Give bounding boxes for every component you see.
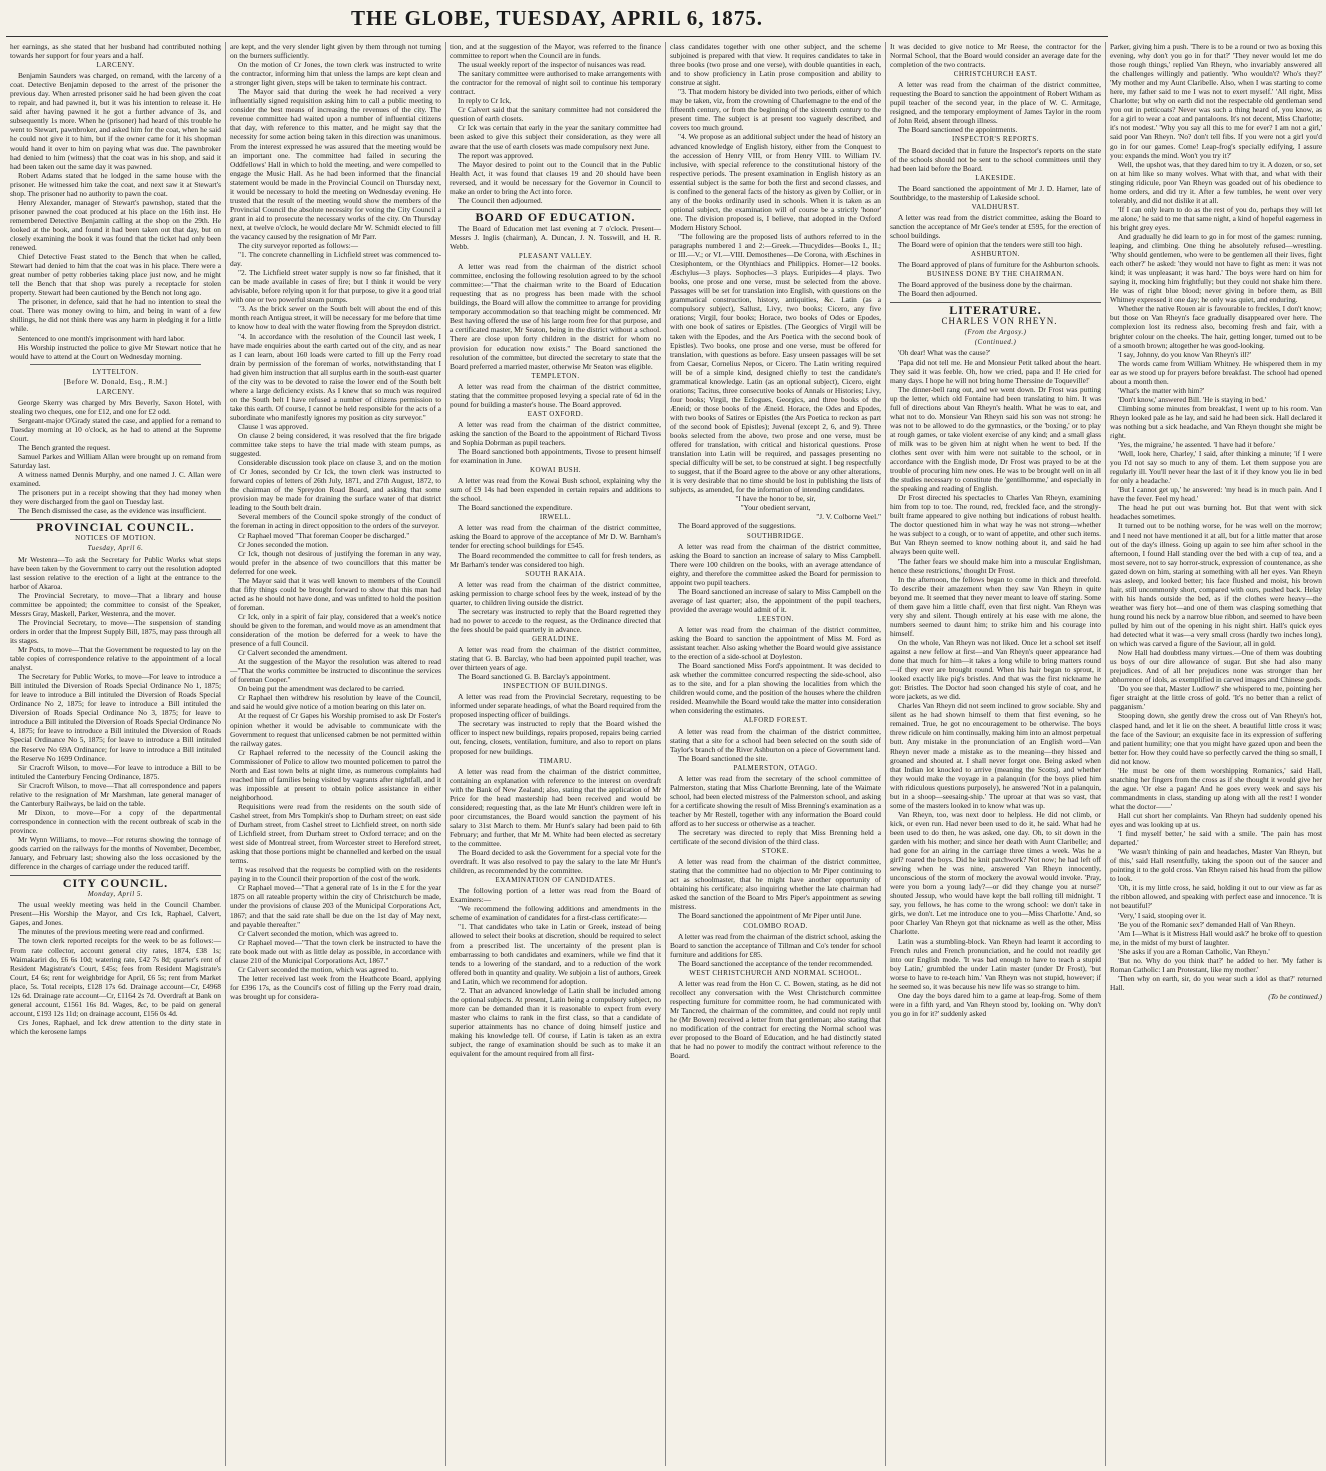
paragraph: The Board sanctioned the appointment of Mr J. D. Harner, late of Southbridge, to the mastership of Lakeside school.	[890, 183, 1101, 202]
paragraph: The words came from William Whitney. He whispered them in my ear as we stood up for prayers before breakfast. The school had opened about a month then.	[1110, 358, 1322, 386]
paragraph: class candidates together with one other subject, and the scheme subjoined is prepared with that view. It requires candidates to take in three books (two prose and one verse), with double quantities in each, and to show proficiency in Latin prose composition and ability to construe at sight.	[670, 42, 881, 88]
paragraph: Latin was a stumbling-block. Van Rheyn had learnt it according to French rules and French pronunciation, and he could not readily get into our English mode. 'It was bad enough to have to teach a stupid boy Latin,' grumbled the under Latin master (under Dr Frost), 'but worse to have to re-teach him.' Van Rheyn was not stupid, however; if he seemed so, it was because his new life was so strange to him.	[890, 936, 1101, 991]
paragraph: 'Yes, the migraine,' he assented. 'I have had it before.'	[1118, 440, 1276, 450]
paragraph: 'Papa did not tell me. He and Monsieur Petit talked about the heart. They said it was feeble. Oh, how we cried, papa and I! He cried for many days. I hope he will not bring home Therssine de Toqueville!'	[890, 357, 1101, 385]
paragraph: The Board approved of the business done by the chairman.	[898, 280, 1073, 290]
paragraph: The Board then adjourned.	[898, 289, 978, 299]
paragraph: Considerable discussion took place on clause 3, and on the motion of Cr Jones, seconded by Cr Ick, the town clerk was instructed to forward copies of letters of 26th July, 1871, and 27th August, 1872, to the chairman of the Spreydon Road Board, and asking that some provision may be made for draining the surface water of that district leading to the South belt drain.	[230, 458, 441, 513]
paragraph: The Board sanctioned the appointment of Mr Piper until June.	[678, 911, 862, 921]
paragraph: A letter was read from the chairman of the district committee, asking the Board to sanction an increase of salary to Miss Campbell. There were 100 children on the books, with an average attendance of eighty, and therefore the committee asked the Board for permission to appoint two pupil teachers.	[670, 541, 881, 587]
paragraph: The Board sanctioned G. B. Barclay's appointment.	[458, 672, 611, 682]
paragraph: "2. The Lichfield street water supply is now so far finished, that it can be made available in cases of fire; but I think it would be very advisable, before relying upon it for that purpose, to give it a good trial with one or two powerful steam pumps.	[230, 268, 441, 305]
paragraph: The Board sanctioned the acceptance of the tender recommended.	[678, 958, 873, 968]
paragraph: The Provincial Secretary, to move—That a library and house committee be appointed; the committee to consist of the Speaker, Messrs Gray, Maskell, Parker, Westenra, and the mover.	[10, 590, 221, 618]
paragraph: Mr Potts, to move—That the Government be requested to lay on the table copies of correspondence relative to the appointment of a local analyst.	[10, 645, 221, 673]
paragraph: The Board sanctioned the expenditure.	[458, 503, 573, 513]
paragraph: 'She asks if you are a Roman Catholic, Van Rheyn.'	[1118, 946, 1270, 956]
paragraph: The Provincial Secretary, to move—The suspension of standing orders in order that the Imprest Supply Bill, 1875, may pass through all its stages.	[10, 617, 222, 645]
paragraph: Mr Dixon, to move—For a copy of the departmental correspondence in connection with the recent outbreak of scab in the province.	[10, 807, 221, 835]
masthead-rule	[6, 36, 1108, 37]
paragraph: Cr Raphael moved "That foreman Cooper be discharged."	[238, 530, 410, 540]
paragraph: A letter was read from the chairman of the district committee, stating that the committee proposed levying a special rate of 6d in the pound for building a master's house. The Board approved.	[450, 381, 661, 409]
paragraph: A letter was read from the chairman of the district committee, requesting the Board to sanction the appointment of Robert Witham as pupil teacher of the second year, in the place of W. C. Armitage, resigned, and the temporary employment of James Taylor in the room of John Reid, absent through illness.	[890, 80, 1101, 126]
subheading: LARCENY.	[96, 387, 135, 396]
story-title: CHARLES VON RHEYN.	[941, 316, 1058, 327]
paragraph: The following portion of a letter was read from the Board of Examiners:—	[450, 886, 661, 905]
paragraph: The Board were of opinion that the tenders were still too high.	[898, 239, 1083, 249]
paragraph: 'But I cannot get up,' he answered: 'my head is in much pain. And I have the fever. Feel my head.'	[1110, 485, 1322, 504]
paragraph: The Board approved of plans of furniture for the Ashburton schools.	[898, 260, 1100, 270]
paragraph: Hall cut short her complaints. Van Rheyn had suddenly opened his eyes and was looking up at us.	[1110, 810, 1322, 830]
paragraph: A letter was read from the district committee, asking the Board to sanction the acceptance of Mr Gee's tender at £595, for the erection of school buildings.	[890, 212, 1101, 240]
paragraph: It was resolved that the requests be complied with on the residents paying in to the Council their proportion of the cost of the work.	[230, 865, 441, 884]
paragraph: 'We wasn't thinking of pain and headaches, Master Van Rheyn, but of this,' said Hall resentfully, taking the spoon out of the saucer and pointing it to the gold cross. Van Rheyn raised his head from the pillow to look.	[1110, 847, 1322, 884]
subheading: INSPECTOR'S REPORTS.	[952, 135, 1039, 144]
subheading: SOUTHBRIDGE.	[746, 531, 805, 540]
paragraph: It turned out to be nothing worse, for he was well on the morrow; and I need not have mentioned it at all, but for a little matter that arose out of the day's illness. Going up again to see him after school in the afternoon, I found Hall standing over the bed with a cup of tea, and a most severe, not to say horror-struck, expression of countenance, as she gazed down on him, staring at something with all her eyes. Van Rheyn was asleep, and looked better; his face flushed and moist, his brown hair, still uncommonly short, compared with ours, pushed back. Helay with his hands outside the bed, as if the clothes were heavy—the weather was fiery hot—and one of them was clasping something that hung round his neck by a narrow blue ribbon, and seemed to have been pulled by him out of the opening in his night shirt. Hall's quick eyes had detected what it was—a very small cross (hardly two inches long), on which was carved a figure of the Saviour, all in gold.	[1110, 521, 1322, 649]
subheading: STOKE.	[761, 847, 790, 856]
column-6	[1106, 42, 1326, 1466]
paragraph: In reply to Cr Ick,	[458, 96, 512, 106]
paragraph: "2. That an advanced knowledge of Latin shall be included among the optional subjects. At present, Latin being a compulsory subject, no more can be demanded than it is reasonable to expect from every master who claims to rank in the first class, so that a candidate of superior attainments has no chance of doing himself justice and making his knowledge tell. Of course, if Latin is taken as an extra subject, the range of examination should be such as to make it an equivalent for the amount required from all first-	[450, 985, 661, 1059]
paragraph: A letter was read from the chairman of the district committee, asking the Board to sanction the appointment of Miss M. Ford as assistant teacher. Also asking whether the Board would give assistance to the erection of a side-school at Doyleston.	[670, 625, 881, 662]
column-5	[886, 42, 1106, 1466]
paragraph: A letter was read from the secretary of the school committee of Palmerston, stating that Miss Charlotte Brenning, late of the Waimate school, had been elected mistress of the Palmerston school, and asking for a certificate showing the result of Miss Brenning's examination as a teacher by Mr Restell, together with any information the Board could afford as to her success or otherwise as a teacher.	[670, 773, 881, 828]
paragraph: George Skerry was charged by Mrs Beverly, Saxon Hotel, with stealing two cheques, one for £12, and one for £2 odd.	[10, 397, 221, 416]
paragraph: Sergeant-major O'Grady stated the case, and applied for a remand to Tuesday morning at 10 o'clock, as he had to attend at the Supreme Court.	[10, 415, 221, 443]
subheading: BUSINESS DONE BY THE CHAIRMAN.	[926, 270, 1065, 279]
subheading: [Before W. Donald, Esq., R.M.]	[63, 377, 168, 386]
paragraph: The head he put out was burning hot. But that went with sick headaches sometimes.	[1110, 503, 1322, 522]
paragraph: The prisoner, in defence, said that he had no intention to steal the coat. There was money owing to him, and being in want of a few shillings, he did not think there was any harm in pledging it for a little while.	[10, 297, 221, 334]
paragraph: Cr Calvert seconded the motion, which was agreed to.	[238, 964, 399, 974]
letter-closing: "Your obedient servant,	[740, 503, 811, 513]
paragraph: And gradually he did learn to go in for most of the games: running, leaping, and climbing. One thing he absolutely refused—wrestling. 'Why should gentlemen, who were to be gentlemen all their lives, fight each other?' he asked: 'they would not have to fight as men: it was not kind; it was unpleasant; it was hard.' The boys were hard on him for saying it, mocking him frightfully; but they could not shake him there. He was of right blue blood; never giving in before them, as Bill Whitney expressed it one day; he only was quiet, and enduring.	[1110, 231, 1322, 305]
paragraph: are kept, and the very slender light given by them through not turning on the burners sufficiently.	[230, 42, 441, 61]
column-2	[226, 42, 446, 1466]
subheading: ALFORD FOREST.	[743, 716, 808, 725]
column-4	[666, 42, 886, 1466]
paragraph: On the motion of Cr Jones, the town clerk was instructed to write the contractor, informing him that unless the lamps are kept clean and a stronger light given, steps will be taken to terminate his contract.	[230, 60, 441, 88]
subheading: LEESTON.	[757, 614, 794, 623]
paragraph: Chief Detective Feast stated to the Bench that when he called, Stewart had denied to him that the coat was in his place. There were a great number of petty robberies taking place just now, and he might tell the Bench that that shop was purely a receptacle for stolen property. Stewart had been cautioned by the Bench not long ago.	[10, 252, 221, 298]
paragraph: Whether the native Rouen air is favourable to freckles, I don't know; but those on Van Rheyn's face gradually disappeared over here. The complexion lost its redness also, becoming fresh and fair, with a brighter colour on the cheeks. The hair, getting longer, turned out to be of a smooth brown; altogether he was good-looking.	[1110, 304, 1322, 350]
paragraph: Requisitions were read from the residents on the south side of Cashel street, from Mrs Tompkin's shop to Durham street; on east side of Durham street, from Cashel street to Lichfield street, on north side of Lichfield street, from Durham street to Oxford terrace; and on the west side of Montreal street, from Worcester street to Hereford street, asking that those portions might be channelled and kerbed on the usual terms.	[230, 801, 441, 866]
letter-closing: "I have the honor to be, sir,	[735, 494, 816, 504]
paragraph: The Board decided to ask the Government for a special vote for the overdraft. It was also resolved to pay the salary to the late Mr Hunt's children, as recommended by the committee.	[450, 848, 661, 876]
paragraph: Cr Raphael moved—"That the town clerk be instructed to have the rate book made out with as little delay as possible, in accordance with clause 210 of the Municipal Corporations Act, 1867."	[230, 937, 441, 965]
paragraph: The Board sanctioned the site.	[678, 753, 768, 763]
paragraph: 'I find myself better,' he said with a smile. 'The pain has most departed.'	[1110, 829, 1322, 848]
subheading: WEST CHRISTCHURCH AND NORMAL SCHOOL.	[689, 968, 862, 977]
paragraph: 'The father fears we should make him into a muscular Englishman, hence these restrictions,' thought Dr Frost.	[890, 556, 1101, 575]
paragraph: The secretary was instructed to reply that the Board regretted they had no power to accede to the request, as the Ordinance directed that the fees should be paid quarterly in advance.	[450, 606, 661, 634]
paragraph: 'Do you see that, Master Ludlow?' she whispered to me, pointing her figer straight at the little cross of gold. 'It's no better than a relict of pagganism.'	[1110, 684, 1322, 712]
subheading: PALMERSTON, OTAGO.	[733, 763, 818, 772]
paragraph: A letter was read from the chairman of the district school committee, enclosing the following resolution agreed to by the school committee:—"That the chairman write to the Board of Education requesting that as no progress has been made with the school buildings, the Board will allow the committee to arrange for providing temporary accommodation so that teaching might be commenced. Mr Best having offered the use of his large room free for that purpose, and a certificated master, Mr Seaton, being in the district without a school. There are close upon forty children in the district for whom no provision for education now exists." The Board sanctioned the resolution of the committee, but directed the secretary to state that the Board preferred a married master, otherwise Mr Seaton was eligible.	[450, 262, 661, 371]
paragraph: "4. In accordance with the resolution of the Council last week, I have made enquiries about the earth carted out of the city, and as near as I can learn, about 160 loads were carted to fill up the Ferry road drain by permission of the foreman of works, notwithstanding that I had given him instruction that all surplus earth in the south-east quarter of the city was to be devoted to raise the lower end of the South belt where a large deficiency exists. As I knew that so much was required on the South belt I have refused a number of citizens permission to take this earth. Of course, I cannot be held responsible for the acts of a subordinate who manifestly ignores my position as city surveyor."	[230, 331, 441, 422]
paragraph: Cr Ick, only in a spirit of fair play, considered that a week's notice should be given to the foreman, and would move as an amendment that consideration of the motion be deferred for a week to have the presence of a full Council.	[230, 611, 441, 649]
subheading: PLEASANT VALLEY.	[518, 252, 593, 261]
subheading: IRWELL.	[539, 513, 572, 522]
paragraph: The Board sanctioned Miss Ford's appointment. It was decided to ask whether the committee concurred respecting the side-school, also as to the site, and for a plan showing the localities from which the children would come, and the position of the houses where the children resided. Meanwhile the Board would take the matter into consideration when considering the estimates.	[670, 661, 881, 716]
paragraph: A letter was read from the chairman of the district committee, stating that a site for a school had been selected on the south side of Taylor's branch of the River Ashburton on a piece of Government land.	[670, 726, 881, 754]
date-line: Monday, April 5.	[87, 890, 144, 899]
paragraph: 'I say, Johnny, do you know Van Rheyn's ill?'	[1118, 349, 1252, 359]
paragraph: Now Hall had doubtless many virtues.—One of them was doubting us boys of our dire allowance of sugar. But she had also many prejudices. And of all her prejudices none was stronger than her abhorrence of idols, as exemplified in carved images and Chinese gods.	[1110, 648, 1322, 685]
paragraph: 'Don't know,' answered Bill. 'He is staying in bed.'	[1118, 394, 1267, 404]
paragraph: The Bench dismissed the case, as the evidence was insufficient.	[18, 506, 207, 516]
paragraph: Benjamin Saunders was charged, on remand, with the larceny of a coat. Detective Benjamin deposed to the arrest of the prisoner the previous day. When arrested prisoner said he had been given the coat to repair, and had pawned it, but it was his intention to release it. He said after having pawned it he got a further advance of 3s, and subsequently 1s more. When he (prisoner) had heard of this trouble he went to Stewart, pawnbroker, and asked him for the coat, when he said he could not give it to him, but if the owner came for it his shopman would hand it over to him on paying what was due. The pawnbroker had denied to him (witness) that the coat was in his shop, and said it had been taken out the same day it was pawned.	[10, 71, 221, 171]
paragraph: The secretary was instructed to reply that the Board wished the officer to inspect new buildings, repairs proposed, repairs being carried out, fencing, closets, ventilation, furniture, and also to report on plans proposed for new buildings.	[450, 719, 661, 756]
paragraph: "1. The concrete channelling in Lichfield street was commenced to-day.	[230, 250, 441, 269]
subheading: TEMPLETON.	[531, 371, 580, 380]
subheading: TIMARU.	[539, 756, 572, 765]
date-line: Tuesday, April 6.	[87, 544, 144, 553]
paragraph: "We recommend the following additions and amendments in the scheme of examination of candidates for a first-class certificate:—	[450, 904, 661, 923]
paragraph: A letter was read from the chairman of the district committee, asking the Board to approve of the acceptance of Mr D. W. Barnham's tender for erecting school buildings for £545.	[450, 523, 661, 551]
paragraph: At the suggestion of the Mayor the resolution was altered to read—"That the works committee be instructed to discontinue the services of foreman Cooper."	[230, 657, 441, 685]
paragraph: Sentenced to one month's imprisonment with hard labor.	[18, 333, 185, 343]
paragraph: Stooping down, she gently drew the cross out of Van Rheyn's hot, clasped hand, and let it lie on the sheet. A beautiful little cross it was; the face of the Saviour; an exquisite face in its expression of suffering and patient humility; one that you might have gazed upon and been the better for. How they could have so perfectly carved the thing so small, I did not know.	[1110, 711, 1323, 766]
paragraph: A letter was read from the Hon C. C. Bowen, stating, as he did not recollect any conversation with the West Christchurch committee respecting furniture for committee room, he had communicated with Mr Tancred, the chairman of the committee, and could not reply until he (Mr Bowen) received a letter from that gentleman; also stating that no modification of the contract for erecting the Normal school was ever proposed to the Board of Education, and he had distinctly stated that he had no power to modify the contract without reference to the Board.	[670, 978, 881, 1061]
paragraph: The Mayor desired to point out to the Council that in the Public Health Act, it was found that clauses 19 and 20 should have been reversed, and it would be necessary for the Governor in Council to make an order to bring the Act into force.	[450, 159, 661, 196]
section-heading: BOARD OF EDUCATION.	[450, 209, 661, 222]
paragraph: The letter received last week from the Heathcote Board, applying for £396 17s, as the Council's cost of filling up the Ferry road drain, was brought up for considera-	[230, 973, 441, 1001]
paragraph: Cr Ick, though not desirous of justifying the foreman in any way, would prefer in the absence of two councillors that this matter be deferred for one week.	[230, 548, 441, 576]
paragraph: 'Very,' I said, stooping over it.	[1118, 910, 1206, 920]
paragraph: A letter was read from the chairman of the district committee, asking the sanction of the Board to the appointment of Richard Tivoss and Sophia Dobrman as pupil teachers.	[450, 419, 661, 447]
paragraph: A letter was read from the Provincial Secretary, requesting to be informed under separate headings, of what the Board required from the proposed inspecting officer of buildings.	[450, 692, 661, 720]
paragraph: At the request of Cr Gapes his Worship promised to ask Dr Foster's opinion whether it would be advisable to communicate with the Government to request that unlicensed cabmen be not permitted within the railway gates.	[230, 711, 441, 748]
paragraph: Charles Van Rheyn did not seem inclined to grow sociable. Shy and silent as he had shown himself to them that first evening, so he remained. True, he got no encouragement to be otherwise. The boys threw ridicule on him continually, making him into an almost perpetual butt. Any mistake in the pronunciation of an English word—Van Rheyn never made a mistake as to the meaning—they hissed and groaned and shouted at. I shall never forget one. Being asked when that Indian lot knocked to arrive (meaning the Scotts), and whether they would make the voyage in a palanquin (for the boys plied him with ridiculous questions purposely), he answered 'Not in a palanquin, but in a shoop—seesaing-ship.' The uproar at that was so vast, that some of the masters looked in to know what was up.	[890, 701, 1101, 810]
column-1	[6, 42, 226, 1466]
subheading: SOUTH RAKAIA.	[525, 569, 586, 578]
paragraph: Parker, giving him a push. 'There is to be a round or two as boxing this evening, why don't you go in for that?' 'They never would let me do those rough things,' replied Van Rheyn, who invariably answered all the challenges willingly and patiently. 'Who wouldn't? Who's they?' 'My mother and my Aunt Claribelle. Also, when I was starting to come here, my father said to me I was not to exert myself.' 'All right, Miss Charlotte; but why on earth did not the respectable old gentleman send you out in petticoats? Never was such a thing heard of, you know, as for a girl to wear a coat and pantaloons. It's not decent, Miss Charlotte; it's not modest.' 'Why you say all this to me for ever? I am not a girl,' said poor Van Rheyn. 'No? don't tell fibs. If you were not a girl you'd go in for our games. Come! Leap-frog's specially edifying, I assure you: expands the mind. Won't you try it?'	[1110, 42, 1322, 160]
subheading: KOWAI BUSH.	[530, 466, 581, 475]
paragraph: A letter was read from the chairman of the district school, asking the Board to sanction the acceptance of Tillman and Co's tender for school furniture and additions for £85.	[670, 931, 881, 959]
paragraph: Henry Alexander, manager of Stewart's pawnshop, stated that the prisoner pawned the coat produced at his place on the 16th inst. He remembered Detective Benjamin calling at the shop on the 29th. He looked at the book, and found it had been taken out that day, but on closely examining the book it was found that the ticket had only been renewed.	[10, 197, 221, 253]
paragraph: 'Oh, it is my little cross, he said, holding it out to our view as far as the ribbon allowed, and speaking with perfect ease and innocence. 'It is not beautiful?'	[1110, 883, 1322, 911]
paragraph: "3. That modern history be divided into two periods, either of which may be taken, viz, from the crowning of Charlemagne to the end of the fifteenth century, or from the beginning of the sixteenth century to the present time. The subject is at present too vaguely described, and covers too much ground.	[670, 87, 881, 133]
paragraph: The Mayor said that it was well known to members of the Council that fifty things could be brought forward to show that this man had acted as he should not have done, and was unfitted to hold the position of foreman.	[230, 575, 441, 612]
paragraph: The Board recommended the committee to call for fresh tenders, as Mr Barham's tender was considered too high.	[450, 550, 661, 569]
paragraph: Cr Jones seconded the motion.	[238, 539, 329, 549]
paragraph: Crs Jones, Raphael, and Ick drew attention to the dirty state in which the kerosene lamps	[10, 1017, 221, 1036]
paragraph: Cr Ick was certain that early in the year the sanitary committee had been asked to give this subject their consideration, as they were all aware that the use of earth closets was made compulsory next June.	[450, 123, 661, 151]
paragraph: Mr Westenra—To ask the Secretary for Public Works what steps have been taken by the Government to carry out the resolution adopted last session relative to the erection of a light at the entrance to the harbor of Akaroa.	[10, 554, 221, 591]
paragraph: Cr Calvert seconded the motion, which was agreed to.	[238, 928, 399, 938]
subheading: EAST OXFORD.	[527, 409, 584, 418]
subheading: LYTTELTON.	[92, 367, 139, 376]
paragraph: 'But no. Why do you think that?' he added to her. 'My father is Roman Catholic: I am Protestant, like my mother.'	[1110, 955, 1322, 974]
letter-signature: "J. V. Colborne Veel."	[816, 512, 881, 522]
paragraph: Van Rheyn, too, was next door to helpless. He did not climb, or kick, or even run. Had never been used to do it, he said. What had he been used to do then, he was asked, one day. Oh, to sit down in the garden with his mother; and since her death with Aunt Claribelle; and had gone for an airing in the carriage three times a week. Was he a girl? roared the boys. Did he knit patchwork? Not now; he had left off sewing when he was nine, answered Van Rheyn innocently, unconscious of the storm of mockery the avowal would invoke. 'Pray, were you born a young lady?—or did they change you at nurse?' shouted Jessup, who would have kept the ball rolling till midnight. 'I say, you fellows, he has come to the wrong school: we don't take in girls, we don't. Let me introduce one to you—Miss Charlotte.' And, so poor Charley Van Rheyn got that nickname as well as the other, Miss Charlotte.	[890, 809, 1101, 937]
paragraph: 'What's the matter with him?'	[1118, 385, 1205, 395]
story-continued: (Continued.)	[974, 338, 1017, 347]
subheading: ASHBURTON.	[971, 250, 1020, 259]
paragraph: The Council then adjourned.	[458, 195, 543, 205]
paragraph: A letter was read from the chairman of the district committee, stating that G. B. Barclay, who had been appointed pupil teacher, was over thirteen years of age.	[450, 645, 661, 673]
paragraph: It was decided to give notice to Mr Reese, the contractor for the Normal School, that the Board would consider an average date for the completion of the two contracts.	[890, 42, 1101, 70]
paragraph: Cr Raphael then withdrew his resolution by leave of the Council, and said he would give notice of a motion bearing on this later on.	[230, 693, 441, 712]
subheading: VALDHURST.	[971, 202, 1020, 211]
section-heading: LITERATURE.	[890, 302, 1101, 315]
column-3	[446, 42, 666, 1466]
paragraph: The secretary was directed to reply that Miss Brenning held a certificate of the second division of the third class.	[670, 828, 881, 847]
paragraph: On being put the amendment was declared to be carried.	[238, 684, 405, 694]
paragraph: The Board of Education met last evening at 7 o'clock. Present—Messrs J. Inglis (chairman), A. Duncan, J. N. Tosswill, and H. R. Webb.	[450, 223, 661, 251]
columns	[6, 42, 1323, 1466]
subheading: LARCENY.	[96, 61, 135, 70]
subheading: COLOMBO ROAD.	[743, 921, 808, 930]
paragraph: 'Be you of the Romanic sex?' demanded Hall of Van Rheyn.	[1118, 919, 1296, 929]
paragraph: Cr Raphael moved—"That a general rate of 1s in the £ for the year 1875 on all rateable property within the city of Christchurch be made, under the provisions of clause 203 of the Municipal Corporations Act, 1867; and that the said rate shall be due on the 1st day of May next, and payable thereafter."	[230, 883, 441, 929]
paragraph: Cr Raphael referred to the necessity of the Council asking the Commissioner of Police to allow two mounted policemen to patrol the North and East town belts at night time, as numerous complaints had reached him of families being visited by vagrants after nightfall, and it was impossible at present to obtain police assistance in either neighborhood.	[230, 747, 441, 802]
paragraph: The city surveyor reported as follows:—	[238, 241, 359, 251]
paragraph: Well, the upshot was, that they dared him to try it. A dozen, or so, set on at him like so many wolves. What with that, and what with their stinging ridicule, poor Van Rheyn was goaded out of his obedience to home orders, and did try it. After a few tumbles, he went over very tolerably, and did not dislike it at all.	[1110, 159, 1322, 205]
paragraph: In the afternoon, the fellows began to come in thick and threefold. To describe their amazement when they saw Van Rheyn in quite beyond me. It seemed that they never meant to leave off staring. Some of them gave him a little chaff, even that first night. Van Rheyn was very shy and silent. Though entirely at his ease with me alone, the numbers seemed to daunt him; to strike him and his courage into himself.	[890, 574, 1101, 638]
paragraph: Clause 1 was approved.	[238, 421, 309, 431]
divider	[30, 364, 201, 365]
paragraph: The Mayor said that during the week he had received a very influentially signed requisition asking him to call a public meeting to consider the best means of increasing the revenues of the city. The revenue committee had waited upon a number of influential citizens that day, with reference to this matter, and he might say that the necessity for some action being taken in this direction was unanimous. From the interest expressed he was assured that the meeting would be an important one. The committee had failed in securing the Oddfellows' Hall in which to hold the meeting, and were compelled to engage the Music Hall. As he had been informed that the financial statement would be made in the Provincial Council on Thursday next, it would be necessary to hold the meeting on Wednesday evening. He trusted that the result of the meeting would show the members of the Provincial Council the absolute necessity for voting the City Council a grant in aid to prosecute the necessary works of the city. On Thursday next, at twelve o'clock, he would declare Mr W. Schmidt elected to fill the vacancy caused by the resignation of Mr Parr.	[230, 87, 441, 241]
paragraph: Mr Wynn Williams, to move—For returns showing the tonnage of goods carried on the railways for the months of November, December, January, and February last; showing also the loss occasioned by the difference in the charges of carriage under the reduced tariff.	[10, 834, 221, 872]
subheading: LAKESIDE.	[975, 173, 1016, 182]
paragraph: The usual weekly report of the inspector of nuisances was read.	[458, 60, 646, 70]
paragraph: 'Well, look here, Charley,' I said, after thinking a minute; 'if I were you I'd not say so much to any of them. Let them suppose you are regularly ill. You'll never hear the last of it if they know you lie in bed for only a headache.'	[1110, 449, 1322, 486]
to-be-continued: (To be continued.)	[1268, 991, 1322, 1001]
section-heading: PROVINCIAL COUNCIL.	[10, 519, 221, 532]
paragraph: Dr Frost directed his spectacles to Charles Van Rheyn, examining him from top to toe. The round, red, freckled face, and the strongly-built frame appeared to give nothing but indications of robust health. The doctor questioned him in what way he was not strong—whether he was subject to a cough, or to want of appetite, and other such items. But Van Rheyn seemed to know nothing about it, and said he had always been quite well.	[890, 493, 1101, 557]
paragraph: A witness named Dennis Murphy, and one named J. C. Allan were examined.	[10, 470, 221, 489]
paragraph: 'If I can only learn to do as the rest of you do, perhaps they will let me alone,' he said to me that same night, a kind of hopeful eagerness in his bright grey eyes.	[1110, 204, 1322, 232]
paragraph: 'He must be one of them worshipping Romanics,' said Hall, snatching her fingers from the cross as if she thought it would give her the ague. 'Or else a pagan! And he goes every week and says his commandments in class, standing up along with all the rest! I wonder what the doctor——'	[1110, 765, 1322, 811]
paragraph: tion, and at the suggestion of the Mayor, was referred to the finance committee to report when the Council are in funds.	[450, 42, 661, 61]
paragraph: The minutes of the previous meeting were read and confirmed.	[18, 927, 204, 937]
paragraph: Cr Calvert seconded the amendment.	[238, 648, 348, 658]
paragraph: The Board sanctioned both appointments, Tivose to present himself for examination in June.	[450, 447, 661, 466]
paragraph: The Board approved of the suggestions.	[678, 521, 796, 531]
paragraph: Robert Adams stated that he lodged in the same house with the prisoner. He witnessed him take the coat, and next saw it at Stewart's shop. The prisoner had no authority to pawn the coat.	[10, 170, 221, 198]
subheading: NOTICES OF MOTION.	[75, 534, 156, 543]
section-heading: CITY COUNCIL.	[10, 875, 221, 888]
paragraph: her earnings, as she stated that her husband had contributed nothing towards her support for four years and a half.	[10, 42, 221, 61]
paragraph: A letter was read from the Kowai Bush school, explaining why the sum of £9 14s had been expended in certain repairs and additions to the school.	[450, 476, 661, 504]
paragraph: The Board sanctioned the appointments.	[898, 125, 1018, 135]
paragraph: On clause 2 being considered, it was resolved that the fire brigade committee take steps to have the trial made with steam pumps, as suggested.	[230, 431, 441, 459]
paragraph: Sir Cracroft Wilson, to move—That all correspondence and papers relative to the resignation of Mr Marshman, late general manager of the Canterbury Railways, be laid on the table.	[10, 780, 221, 808]
paragraph: Climbing some minutes from breakfast, I went up to his room. Van Rheyn looked pale as he lay, and said he had been sick. Hall declared it was nothing but a sick headache, and Van Rheyn thought she might be right.	[1110, 403, 1322, 441]
paragraph: A letter was read from the chairman of the district committee, containing an explanation with reference to the interest on overdraft with the Bank of New Zealand; also, stating that the application of Mr Price for the head mastership had been received and would be considered; requesting that, as the late Mr Hunt's children were left in poor circumstances, the Board would sanction the payment of his salary to 31st March to them. Mr Hunt's salary had been paid to 6th February; and further, that Mr M. White had been elected as secretary to the committee.	[450, 766, 661, 848]
paragraph: The dinner-bell rang out, and we went down. Dr Frost was putting up the letter, which old Fontaine had been translating to him. It was full of directions about Van Rheyn's health. What he was to eat, and what not to do. Monsieur Van Rheyn said his son was not strong: he was not to be allowed to do the gymnastics, or the 'boxing,' or to play at rough games, or take violent exercise of any kind; and a small glass of milk was to be given him at night when he went to bed. If the clothes sent over with him were not suitable to the school, or in accordance with the English mode, Dr Frost was prayed to be at the trouble of procuring him new ones. He was to be brought well on in all the studies necessary to constitute the 'gentilhomme,' and especially in the speaking and reading of English.	[890, 384, 1101, 494]
paragraph: 'Oh dear! What was the cause?'	[898, 348, 991, 358]
paragraph: "3. As the brick sewer on the South belt will about the end of this month reach Antigua street, it will be necessary for me before that time to know how to deal with the water flowing from the Spreydon district.	[230, 304, 441, 332]
paragraph: "4. We propose as an additional subject under the head of history an advanced knowledge of English history, either from the Conquest to the accession of Henry VIII, or from Henry VIII. to William IV. inclusive, with special reference to the constitutional history of the respective periods. The present examination in English history as an essential subject is the same for both the first and second classes, and is confined to the general facts of the history as given by Collier, or in any of the books ordinarily used in schools. When it is taken as an optional subject, the examination will of course be a strictly 'honor' one. The division proposed is, I believe, that adopted in the Oxford Modern History School.	[670, 132, 881, 232]
subheading: CHRISTCHURCH EAST.	[953, 70, 1038, 79]
paragraph: "1. That candidates who take in Latin or Greek, instead of being allowed to select their books at discretion, should be required to select from a prescribed list. The uncertainty of the present plan is embarrassing to both candidates and examiners, while we find that it tends to a lowering of the standard, and to a reduction of the work offered both in quantity and quality. We subjoin a list of authors, Greek and Latin, which we recommend for adoption.	[450, 922, 661, 986]
paragraph: The town clerk reported receipts for the week to be as follows:—From rate collector, account general city rates, 1874, £38 1s; Waimakariri do, £6 6s 10d; watering rate, £42 7s 8d; quarter's rent of Resident Magistrate's Court, £45s; fees from Resident Magistrate's Court, £4 6s; rent for weighbridge for April, £6 5s; rent from Market place, 5s. Total receipts, £128 17s 6d. Drainage account—Cr, £4968 12s 6d. Drainage rate account—Cr, £1164 2s 7d. Overdraft at Bank on general account, £1561 16s 8d. Wages, &c, to be paid on general account, £193 12s 11d; on drainage account, £156 0s 4d.	[10, 936, 221, 1018]
paragraph: "The following are the proposed lists of authors referred to in the paragraphs numbered 1 and 2:—Greek.—Thucydides—Books I., II.; or III.—V.; or VI.—VIII. Demosthenes—De Corona, with Æschines in Ctesiphontem, or the Olynthiacs and Philippics. Homer—12 books. Æschylus—3 plays. Sophocles—3 plays. Euripides—4 plays. Two books, one prose and one verse, must be selected from the above. Passages will be set for translation into English, with questions on the grammatical construction, history, antiquities, &c. Latin (as a compulsory subject), Sallust, Livy, two books; Cicero, any five orations; Virgil, four books; Horace, two books of Odes or Epodes, with one book of satires or Epistles. (The Georgics of Virgil will be taken with the Epodes, and the Ars Poetica with the second book of Epistles). Two books, one prose and one verse, must be offered for translation, with questions as before. Easy unseen passages will be set from Caesar, Cornelius Nepos, or Cicero. The Latin writing required will be of a simple kind, designed chiefly to test the candidate's grammatical knowledge. Latin (as an optional subject), Cicero, eight orations; Tacitus, three consecutive books of Annals or Histories; Livy, four books; Virgil, the Eclogues, Georgics, and three books of the Æneid; or those books of the Æneid. Horace, the Odes and Epodes, with two books of Satires or Epistles (the Ars Poetica to reckon as part of the second book of Epistles); Juvenal (except 2, 6, and 9). Three books selected from the above, two prose and one verse, must be offered for translation, with critical and historical questions. Prose translation into Latin will be required, and passages presenting no special difficulty will be set, to be construed at sight. I beg respectfully to suggest, that if the Board agree to the above or any other alterations, it is very desirable that no time should be lost in publishing the lists of subjects, as amended, for the information of intending candidates.	[670, 231, 881, 495]
paragraph: 'Am I—What is it Mistress Hall would ask?' he broke off to question me, in the midst of my burst of laughter.	[1110, 928, 1322, 947]
paragraph: The usual weekly meeting was held in the Council Chamber. Present—His Worship the Mayor, and Crs Ick, Raphael, Calvert, Gapes, and Jones.	[10, 900, 221, 928]
paragraph: A letter was read from the chairman of the district committee, asking permission to charge school fees by the week, instead of by the quarter, to children living outside the district.	[450, 579, 661, 607]
paragraph: One day the boys dared him to a game at leap-frog. Some of them were in a fifth yard, and Van Rheyn stood by, looking on. 'Why don't you go in for it?' suddenly asked	[890, 990, 1101, 1018]
paragraph: Cr Calvert said that the sanitary committee had not considered the question of earth closets.	[450, 105, 661, 124]
paragraph: 'Then why on earth, sir, do you wear such a idol as that?' returned Hall.	[1110, 973, 1322, 992]
paragraph: His Worship instructed the police to give Mr Stewart notice that he would have to attend at the Court on Wednesday morning.	[10, 342, 221, 361]
subheading: GERALDINE.	[532, 634, 579, 643]
paragraph: The Board decided that in future the Inspector's reports on the state of the schools should not be sent to the school committees until they had been laid before the Board.	[890, 145, 1101, 173]
paragraph: Samuel Parkes and William Allan were brought up on remand from Saturday last.	[10, 452, 221, 471]
paragraph: Sir Cracroft Wilson, to move—For leave to introduce a Bill to be intituled the Canterbury Fencing Ordinance, 1875.	[10, 762, 221, 781]
paragraph: The Board sanctioned an increase of salary to Miss Campbell on the average of last quarter; also, the appointment of the pupil teachers, provided the average would admit of it.	[670, 586, 881, 614]
masthead: THE GLOBE, TUESDAY, APRIL 6, 1875.	[351, 6, 763, 30]
subheading: EXAMINATION OF CANDIDATES.	[495, 876, 616, 885]
paragraph: A letter was read from the chairman of the district committee, stating that the committee had no objection to Mr Piper continuing to act as schoolmaster, that he might have another opportunity of obtaining his certificate; also inquiring whether the late chairman had asked the sanction of the Board to Mrs Piper's appointment as sewing mistress.	[670, 857, 881, 912]
story-source: (From the Argosy.)	[964, 328, 1027, 337]
paragraph: The sanitary committee were authorised to make arrangements with the contractor for the removal of night soil to continue his temporary contract.	[450, 69, 661, 97]
paragraph: The Secretary for Public Works, to move—For leave to introduce a Bill intituled the Diversion of Roads Special Ordinance No 1, 1875; for leave to introduce a Bill intituled the Diversion of Roads Special Ordinance No 2, 1875; for leave to introduce a Bill intituled the Diversion of Roads Special Ordinance No 3, 1875; for leave to introduce a Bill intituled the Diversion of Roads Special Ordinance No 4, 1875; for leave to introduce a Bill intituled the Diversion of Roads Special Ordinance No 5, 1875; for leave to introduce a Bill intituled the Reserve No 69A Ordinance; for leave to introduce a Bill intituled the Reserve No 1699 Ordinance.	[10, 672, 221, 763]
paragraph: On the whole, Van Rheyn was not liked. Once let a school set itself against a new fellow at first—and Van Rheyn's queer appearance had done that much for him—it takes a long while to bring matters round—if they ever are brought round. When his hair began to sprout, it looked exactly like pig's bristles. And that was the first nickname he got: Bristles. The Doctor had soon changed his style of coat, and he wore jackets, as we did.	[890, 637, 1101, 702]
paragraph: The Bench granted the request.	[18, 443, 111, 453]
subheading: INSPECTION OF BUILDINGS.	[503, 682, 608, 691]
paragraph: The prisoners put in a receipt showing that they had money when they were discharged from the gaol on Tuesday last.	[10, 488, 221, 507]
paragraph: Several members of the Council spoke strongly of the conduct of the foreman in acting in direct opposition to the orders of the surveyor.	[230, 512, 441, 531]
paragraph: The report was approved.	[458, 150, 534, 160]
